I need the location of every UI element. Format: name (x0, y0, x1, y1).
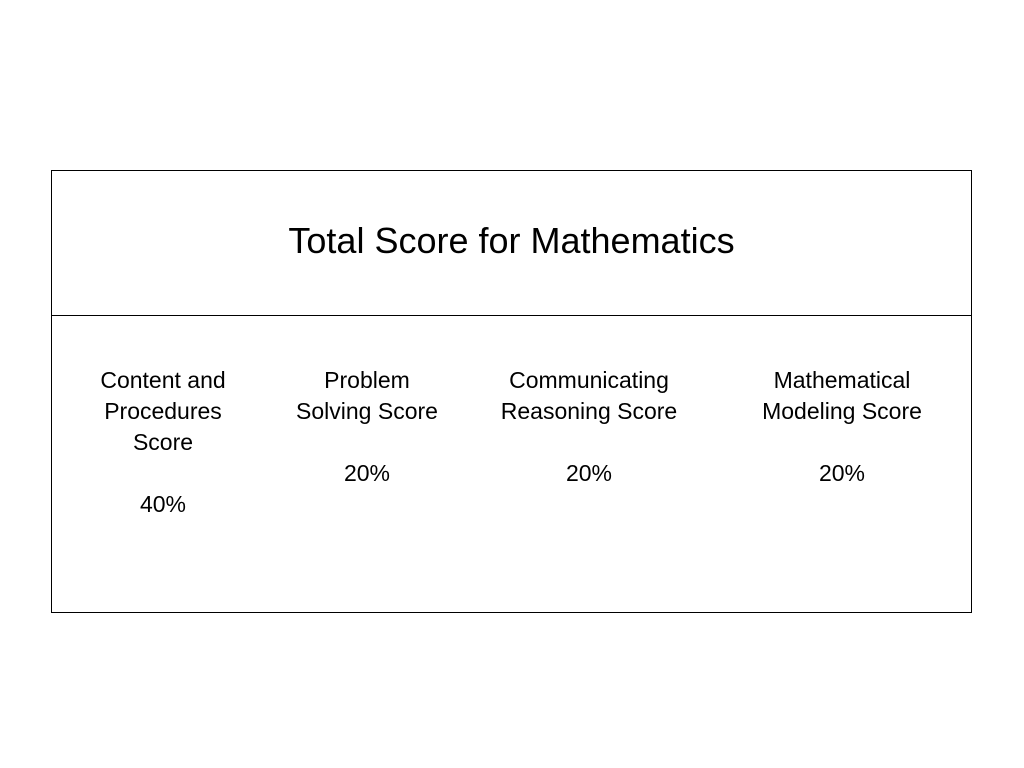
component-label-line: Solving Score (296, 398, 438, 424)
component-communicating-reasoning (484, 365, 694, 489)
score-composition-diagram (51, 170, 972, 613)
component-label-line: Mathematical (773, 367, 911, 393)
component-label-line: Score (132, 429, 194, 455)
component-label-line: Communicating (509, 367, 669, 393)
component-label-line: Problem (324, 367, 410, 393)
component-label-line: Procedures (104, 398, 222, 424)
component-label-line: Modeling Score (762, 398, 922, 424)
component-content-procedures (82, 365, 244, 520)
component-weight: 20% (818, 460, 866, 486)
component-weight: 20% (565, 460, 613, 486)
component-weight: 20% (343, 460, 391, 486)
component-problem-solving (277, 365, 457, 489)
diagram-title: Total Score for Mathematics (288, 220, 735, 262)
component-label-line: Content and (100, 367, 226, 393)
component-mathematical-modeling (742, 365, 942, 489)
component-weight: 40% (139, 491, 187, 517)
component-label-line: Reasoning Score (500, 398, 678, 424)
title-band (52, 171, 971, 316)
